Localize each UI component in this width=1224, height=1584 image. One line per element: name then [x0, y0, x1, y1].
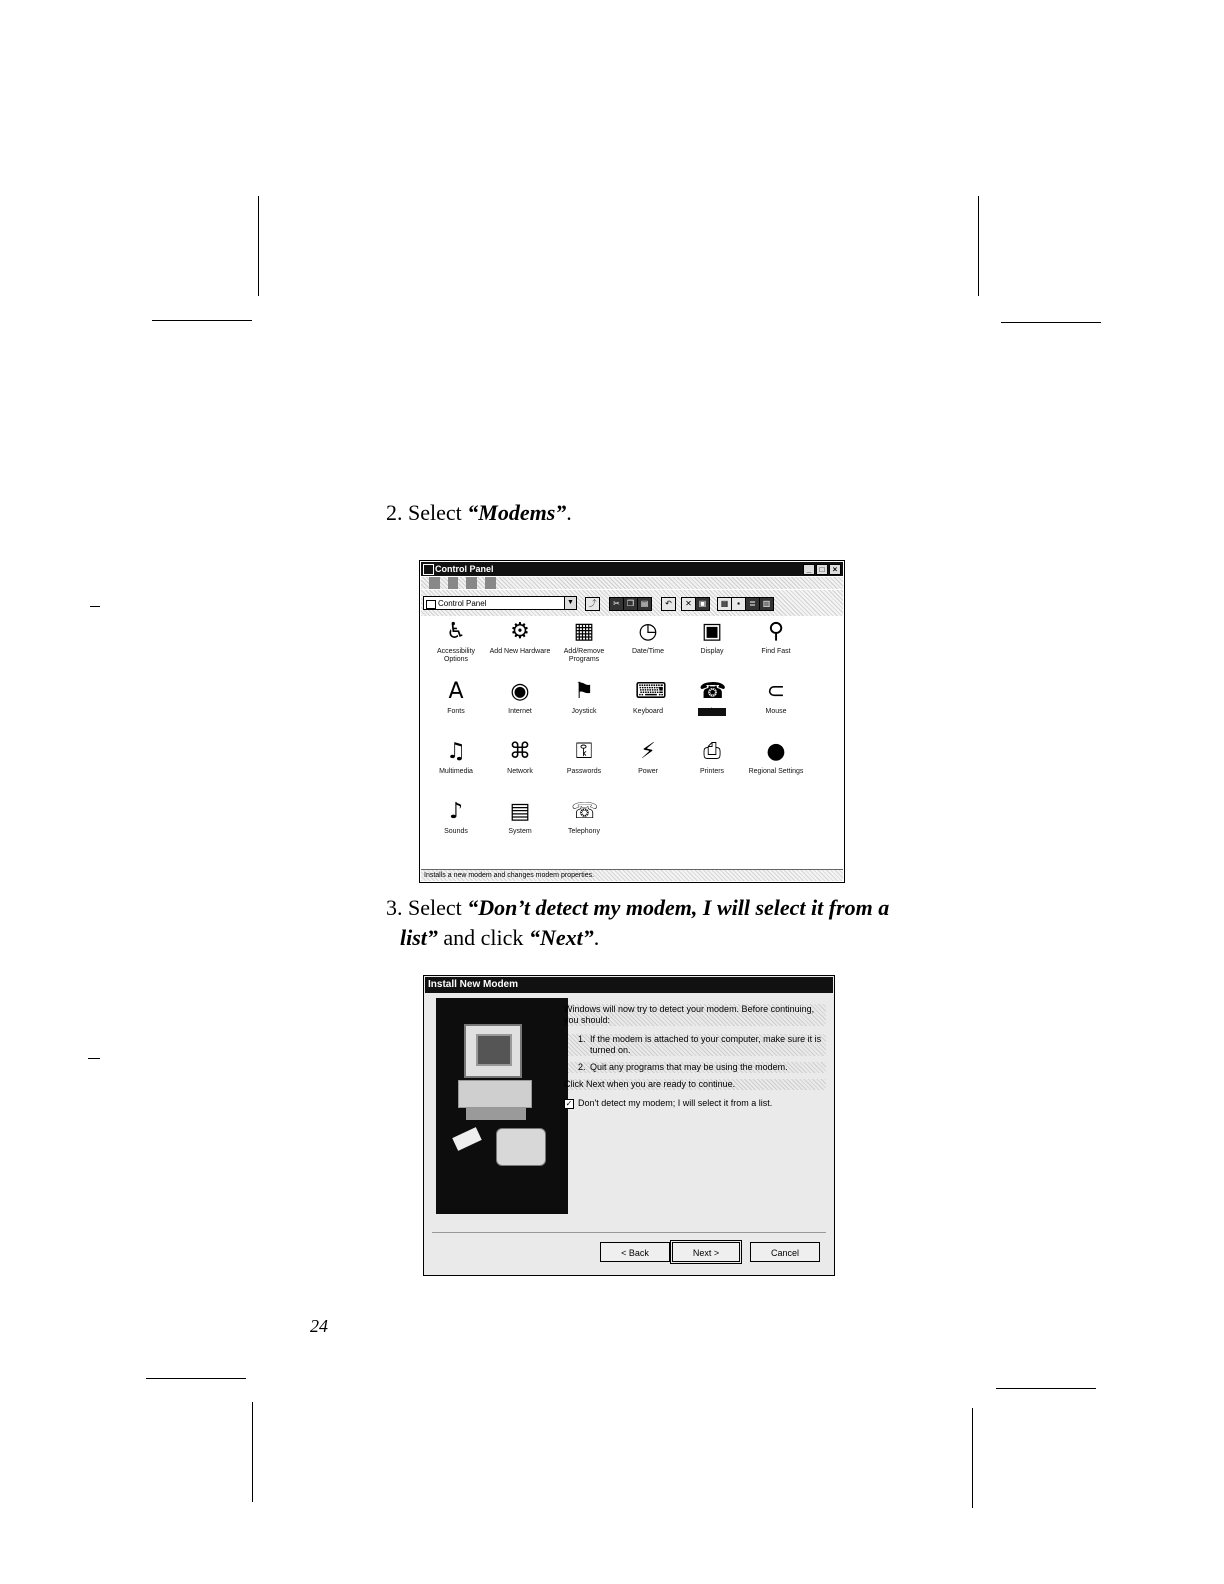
control-panel-item-system[interactable] [488, 799, 552, 836]
step-3-middle: and click [437, 925, 529, 950]
wizard-item-1 [564, 1034, 826, 1056]
install-new-modem-title: Install New Modem [428, 979, 519, 990]
step-2-instruction [386, 498, 572, 528]
accessibility-options-icon: ♿ [446, 619, 466, 644]
control-panel-title: Control Panel [435, 564, 494, 574]
cut-icon[interactable]: ✂ [609, 597, 624, 611]
window-system-icon[interactable] [423, 564, 434, 575]
next-button[interactable]: Next > [672, 1242, 740, 1262]
list-view-icon[interactable]: ≣ [745, 597, 760, 611]
control-panel-item-date-time[interactable] [616, 619, 680, 656]
control-panel-item-printers[interactable] [680, 739, 744, 776]
control-panel-item-regional-settings[interactable] [744, 739, 808, 776]
control-panel-item-display[interactable] [680, 619, 744, 656]
control-panel-item-add-new-hardware[interactable] [488, 619, 552, 656]
control-panel-item-label: Accessibility Options [436, 648, 476, 663]
wizard-item-2 [564, 1062, 826, 1073]
folder-icon [426, 600, 436, 609]
control-panel-item-label: Find Fast [761, 648, 791, 655]
fonts-icon: A [448, 679, 464, 704]
status-bar [421, 869, 843, 881]
control-panel-item-passwords[interactable] [552, 739, 616, 776]
large-icons-icon[interactable]: ▦ [717, 597, 732, 611]
control-panel-item-label: Mouse [765, 708, 787, 715]
control-panel-window [419, 560, 845, 883]
control-panel-item-label: Date/Time [631, 648, 665, 655]
control-panel-item-label: Modems [698, 708, 726, 715]
display-icon: ▣ [701, 619, 723, 644]
control-panel-item-label: Telephony [568, 828, 600, 835]
dialog-separator [432, 1232, 826, 1233]
control-panel-item-label: Power [638, 768, 658, 775]
status-text: Installs a new modem and changes modem properties. [424, 872, 595, 879]
control-panel-item-fonts[interactable] [424, 679, 488, 716]
control-panel-item-multimedia[interactable] [424, 739, 488, 776]
control-panel-item-sounds[interactable] [424, 799, 488, 836]
crop-mark-top-right-horizontal [1001, 322, 1101, 323]
control-panel-item-mouse[interactable] [744, 679, 808, 716]
control-panel-item-joystick[interactable] [552, 679, 616, 716]
crop-mark-bottom-right-vertical [972, 1408, 973, 1508]
cancel-button[interactable]: Cancel [750, 1242, 820, 1262]
crop-mark-top-left-vertical [258, 196, 259, 296]
control-panel-item-label: Internet [508, 708, 532, 715]
wizard-instructions [564, 1004, 826, 1109]
step-3-emphasis-next: “Next” [528, 925, 594, 950]
control-panel-item-label: System [508, 828, 532, 835]
dont-detect-checkbox-row[interactable] [564, 1098, 826, 1109]
printers-icon: ⎙ [703, 739, 721, 764]
telephone-icon [496, 1128, 546, 1166]
up-folder-icon[interactable]: ⤴ [585, 597, 600, 611]
small-icons-icon[interactable]: ▪ [731, 597, 746, 611]
internet-icon: ◉ [510, 679, 530, 704]
undo-icon[interactable]: ↶ [661, 597, 676, 611]
address-value: Control Panel [438, 599, 487, 608]
install-new-modem-dialog [423, 975, 835, 1276]
control-panel-item-label: Regional Settings [748, 768, 804, 775]
paste-icon[interactable]: ▤ [637, 597, 652, 611]
system-icon: ▤ [509, 799, 531, 824]
crop-mark-bottom-left-horizontal [146, 1378, 246, 1379]
control-panel-item-label: Fonts [447, 708, 465, 715]
control-panel-titlebar [421, 562, 843, 576]
menu-bar [421, 577, 843, 589]
close-icon[interactable]: × [829, 564, 841, 575]
crop-mark-top-left-horizontal [152, 320, 252, 321]
computer-base-icon [458, 1080, 532, 1108]
control-panel-item-add-remove-programs[interactable] [552, 619, 616, 664]
dont-detect-checkbox[interactable]: ✓ [565, 1099, 573, 1108]
copy-icon[interactable]: ❐ [623, 597, 638, 611]
control-panel-item-label: Add/Remove Programs [563, 648, 605, 663]
step-2-emphasis: “Modems” [467, 500, 567, 525]
computer-monitor-icon [464, 1024, 522, 1078]
wizard-item-1-text: If the modem is attached to your computer, make sure it is turned on. [590, 1034, 822, 1055]
wizard-continue-text: Click Next when you are ready to continue. [564, 1079, 826, 1090]
add-new-hardware-icon: ⚙ [510, 619, 530, 644]
step-3-emphasis-line1: “Don’t detect my modem, I will select it from a [467, 895, 890, 920]
sounds-icon: ♪ [448, 799, 464, 824]
modem-card-icon [452, 1127, 481, 1151]
dont-detect-checkbox-label: Don't detect my modem; I will select it from a list. [578, 1098, 773, 1108]
back-button[interactable]: < Back [600, 1242, 670, 1262]
step-2-suffix: . [566, 500, 572, 525]
step-3-emphasis-line2: list” [400, 925, 438, 950]
menu-item-edit[interactable] [448, 577, 459, 589]
control-panel-item-modems[interactable] [680, 679, 744, 716]
step-2-prefix: 2. Select [386, 500, 468, 525]
control-panel-item-keyboard[interactable] [616, 679, 680, 716]
wizard-item-2-text: Quit any programs that may be using the modem. [590, 1062, 788, 1072]
network-icon: ⌘ [509, 739, 531, 764]
control-panel-item-label: Passwords [566, 768, 602, 775]
menu-item-help[interactable] [485, 577, 496, 589]
control-panel-item-label: Printers [699, 768, 725, 775]
menu-item-file[interactable] [429, 577, 440, 589]
date-time-icon: ◷ [638, 619, 658, 644]
control-panel-item-label: Add New Hardware [489, 648, 551, 655]
install-new-modem-titlebar [425, 977, 833, 993]
page-number: 24 [310, 1316, 328, 1336]
regional-settings-icon: ● [766, 739, 786, 764]
wizard-item-2-number: 2. [578, 1062, 586, 1072]
control-panel-item-telephony[interactable] [552, 799, 616, 836]
crop-mark-bottom-right-horizontal [996, 1388, 1096, 1389]
toolbar [421, 590, 843, 616]
wizard-intro: Windows will now try to detect your modem. Before continuing, you should: [564, 1004, 826, 1026]
control-panel-item-label: Multimedia [439, 768, 473, 775]
step-3-instruction [386, 893, 966, 953]
step-3-suffix: . [593, 925, 600, 950]
delete-icon[interactable]: ✕ [681, 597, 696, 611]
find-fast-icon: ⚲ [767, 619, 785, 644]
properties-icon[interactable]: ▣ [695, 597, 710, 611]
mouse-icon: ⊂ [766, 679, 786, 704]
telephony-icon: ☏ [571, 799, 599, 824]
wizard-illustration [436, 998, 568, 1214]
crop-mark-top-right-vertical [978, 196, 979, 296]
modems-icon: ☎ [699, 679, 727, 704]
power-icon: ⚡ [640, 739, 656, 764]
maximize-icon[interactable]: □ [816, 564, 828, 575]
details-view-icon[interactable]: ▥ [759, 597, 774, 611]
passwords-icon: ⚿ [575, 739, 593, 764]
margin-tick-upper [90, 606, 100, 607]
control-panel-item-label: Keyboard [633, 708, 663, 715]
step-3-prefix: 3. Select [386, 895, 468, 920]
crop-mark-bottom-left-vertical [252, 1402, 253, 1502]
control-panel-item-network[interactable] [488, 739, 552, 776]
wizard-item-1-number: 1. [578, 1034, 586, 1044]
control-panel-item-accessibility-options[interactable] [424, 619, 488, 664]
add-remove-programs-icon: ▦ [573, 619, 595, 644]
computer-stand-icon [466, 1108, 526, 1120]
address-dropdown[interactable] [423, 596, 577, 610]
chevron-down-icon[interactable]: ▼ [564, 597, 576, 609]
control-panel-item-label: Network [507, 768, 533, 775]
control-panel-item-power[interactable] [616, 739, 680, 776]
control-panel-item-label: Display [700, 648, 724, 655]
control-panel-item-internet[interactable] [488, 679, 552, 716]
joystick-icon: ⚑ [574, 679, 594, 704]
control-panel-item-label: Joystick [571, 708, 597, 715]
menu-item-view[interactable] [466, 577, 477, 589]
minimize-icon[interactable]: _ [803, 564, 815, 575]
keyboard-icon: ⌨ [635, 679, 667, 704]
multimedia-icon: ♫ [446, 739, 466, 764]
control-panel-item-label: Sounds [444, 828, 468, 835]
margin-tick-lower [88, 1058, 100, 1059]
control-panel-item-find-fast[interactable] [744, 619, 808, 656]
